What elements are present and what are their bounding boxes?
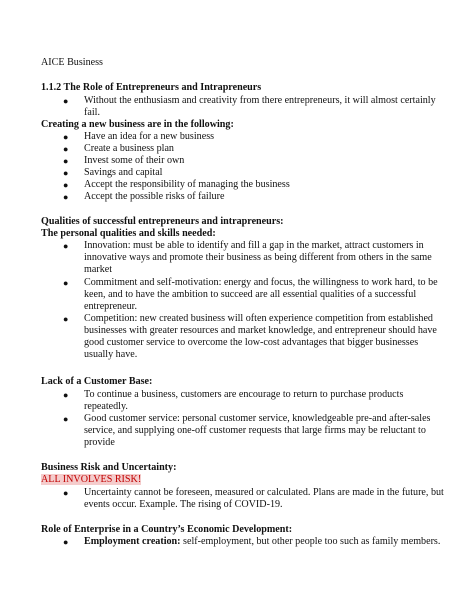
- list-item-line: innovative ways and promote their business as being different from others in the same: [84, 252, 432, 263]
- bullet-icon: ●: [63, 414, 69, 424]
- list-item: [84, 536, 440, 548]
- section-heading-customer-base: Lack of a Customer Base:: [41, 376, 153, 387]
- list-item: Have an idea for a new business: [84, 131, 215, 142]
- list-item-line: To continue a business, customers are encourage to return to purchase products: [84, 389, 404, 400]
- bullet-icon: ●: [63, 180, 69, 190]
- section-heading-creating: Creating a new business are in the following:: [41, 119, 234, 130]
- list-item-line: usually have.: [84, 349, 138, 360]
- list-item-bold-lead: Employment creation:: [84, 536, 181, 547]
- list-item-line: Innovation: must be able to identify and fill a gap in the market, attract customers in: [84, 240, 424, 251]
- list-item: Accept the responsibility of managing the business: [84, 179, 290, 190]
- bullet-icon: ●: [63, 241, 69, 251]
- list-item-line: Uncertainty cannot be foreseen, measured or calculated. Plans are made in the future, but: [84, 487, 444, 498]
- list-item: Accept the possible risks of failure: [84, 191, 225, 202]
- list-item-line: fail.: [84, 107, 100, 118]
- list-item-line: entrepreneur.: [84, 301, 137, 312]
- list-item-line: repeatedly.: [84, 401, 128, 412]
- section-heading-risk: Business Risk and Uncertainty:: [41, 462, 177, 473]
- bullet-icon: ●: [63, 168, 69, 178]
- bullet-icon: ●: [63, 488, 69, 498]
- document-title: AICE Business: [41, 57, 103, 68]
- list-item: Savings and capital: [84, 167, 163, 178]
- bullet-icon: ●: [63, 156, 69, 166]
- bullet-icon: ●: [63, 537, 69, 547]
- section-heading-role: 1.1.2 The Role of Entrepreneurs and Intrapreneurs: [41, 82, 262, 93]
- list-item-line: service, and supplying one-off customer requests that large firms may be reluctant to: [84, 425, 426, 436]
- list-item-line: market: [84, 264, 113, 275]
- bullet-icon: ●: [63, 278, 69, 288]
- section-heading-enterprise-role: Role of Enterprise in a Country’s Economic Development:: [41, 524, 293, 535]
- list-item-line: keen, and to have the ambition to succeed are all essential qualities of a successful: [84, 289, 417, 300]
- section-heading-qualities: Qualities of successful entrepreneurs and intrapreneurs:: [41, 216, 284, 227]
- list-item-line: Commitment and self-motivation: energy and focus, the willingness to work hard, to be: [84, 277, 438, 288]
- list-item-text: self-employment, but other people too such as family members.: [180, 536, 441, 547]
- bullet-icon: ●: [63, 314, 69, 324]
- list-item-line: Without the enthusiasm and creativity from there entrepreneurs, it will almost certainly: [84, 95, 436, 106]
- list-item-line: Competition: new created business will often experience competition from established: [84, 313, 433, 324]
- list-item-line: events occur. Example. The rising of COVID-19.: [84, 499, 283, 510]
- list-item: Invest some of their own: [84, 155, 185, 166]
- list-item-line: good customer service to overcome the low-cost advantages that bigger businesses: [84, 337, 419, 348]
- bullet-icon: ●: [63, 192, 69, 202]
- bullet-icon: ●: [63, 390, 69, 400]
- list-item-line: businesses with greater resources and market knowledge, and entrepreneur should have: [84, 325, 437, 336]
- subheading-personal-qualities: The personal qualities and skills needed:: [41, 228, 216, 239]
- list-item: Create a business plan: [84, 143, 174, 154]
- list-item-line: Good customer service: personal customer service, knowledgeable pre-and after-sales: [84, 413, 431, 424]
- highlighted-text: ALL INVOLVES RISK!: [41, 474, 142, 485]
- bullet-icon: ●: [63, 96, 69, 106]
- list-item-line: provide: [84, 437, 115, 448]
- bullet-icon: ●: [63, 132, 69, 142]
- bullet-icon: ●: [63, 144, 69, 154]
